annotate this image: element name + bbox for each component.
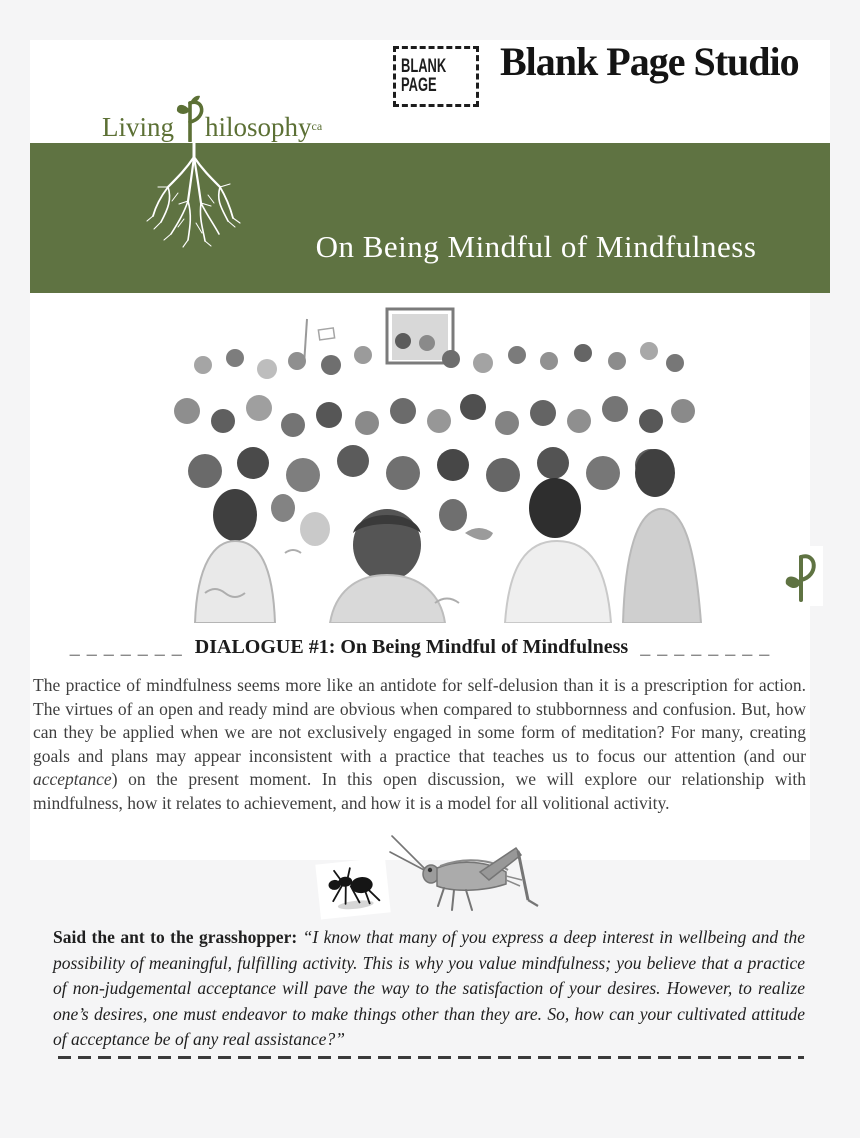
quote-text: “I know that many of you express a deep interest in wellbeing and the possibility of meaningful, fulfilling activity. This is why you value mindfulness; you believe that a practice of non-judgemental acceptance will pave the way to the satisfaction of your desires. However, to realize one’s desires, one must endeavor to make things other than they are. So, how can your cultivated attitude of acceptance be of any real assistance?”	[53, 927, 805, 1049]
living-philosophy-logo	[102, 102, 322, 142]
heading-dashes-left: _ _ _ _ _ _ _	[69, 636, 189, 658]
living-philosophy-word1: Living	[102, 112, 174, 142]
intro-paragraph	[33, 674, 806, 816]
living-philosophy-word2: hilosophy	[205, 112, 312, 142]
title-banner	[30, 143, 830, 293]
intro-text-1: The practice of mindfulness seems more like an antidote for self-delusion than it is a prescription for action. The virtues of an open and ready mind are obvious when compared to stubbornness and confusion. But, how can they be applied when we are not exclusively engaged in some form of meditation? For many, creating goals and plans may appear inconsistent with a practice that teaches us to focus our attention (and our	[33, 675, 806, 766]
living-philosophy-tld: ca	[311, 119, 323, 133]
ant-illustration-box	[315, 857, 390, 919]
main-content	[30, 293, 810, 860]
blank-page-line2: PAGE	[401, 75, 437, 96]
crowd-sketch-illustration	[135, 303, 705, 623]
blank-page-logo-box-icon	[393, 46, 479, 107]
sprout-letter-p-icon	[785, 550, 819, 602]
blank-page-logo-text	[401, 57, 446, 95]
tree-roots-icon	[138, 143, 250, 249]
bottom-dashed-divider	[58, 1056, 804, 1059]
ant-icon	[315, 857, 390, 919]
margin-plant-box	[781, 546, 823, 606]
quote-lead: Said the ant to the grasshopper:	[53, 927, 298, 947]
intro-italic-word: acceptance	[33, 769, 112, 790]
dialogue-heading	[30, 636, 810, 659]
page-title: On Being Mindful of Mindfulness	[315, 229, 757, 264]
header	[30, 40, 830, 143]
intro-text-2: ) on the present moment. In this open discussion, we will explore our relationship with mindfulness, how it relates to achievement, and how it is a model for all volitional activity.	[33, 769, 806, 813]
studio-name: Blank Page Studio	[500, 39, 799, 84]
ant-quote-paragraph	[53, 925, 805, 1053]
dialogue-heading-text: DIALOGUE #1: On Being Mindful of Mindfulness	[194, 636, 629, 658]
blank-page-line1: BLANK	[401, 56, 447, 77]
sprout-letter-p-icon	[176, 94, 206, 142]
heading-dashes-right: _ _ _ _ _ _ _ _	[634, 636, 771, 658]
grasshopper-icon	[388, 828, 548, 924]
